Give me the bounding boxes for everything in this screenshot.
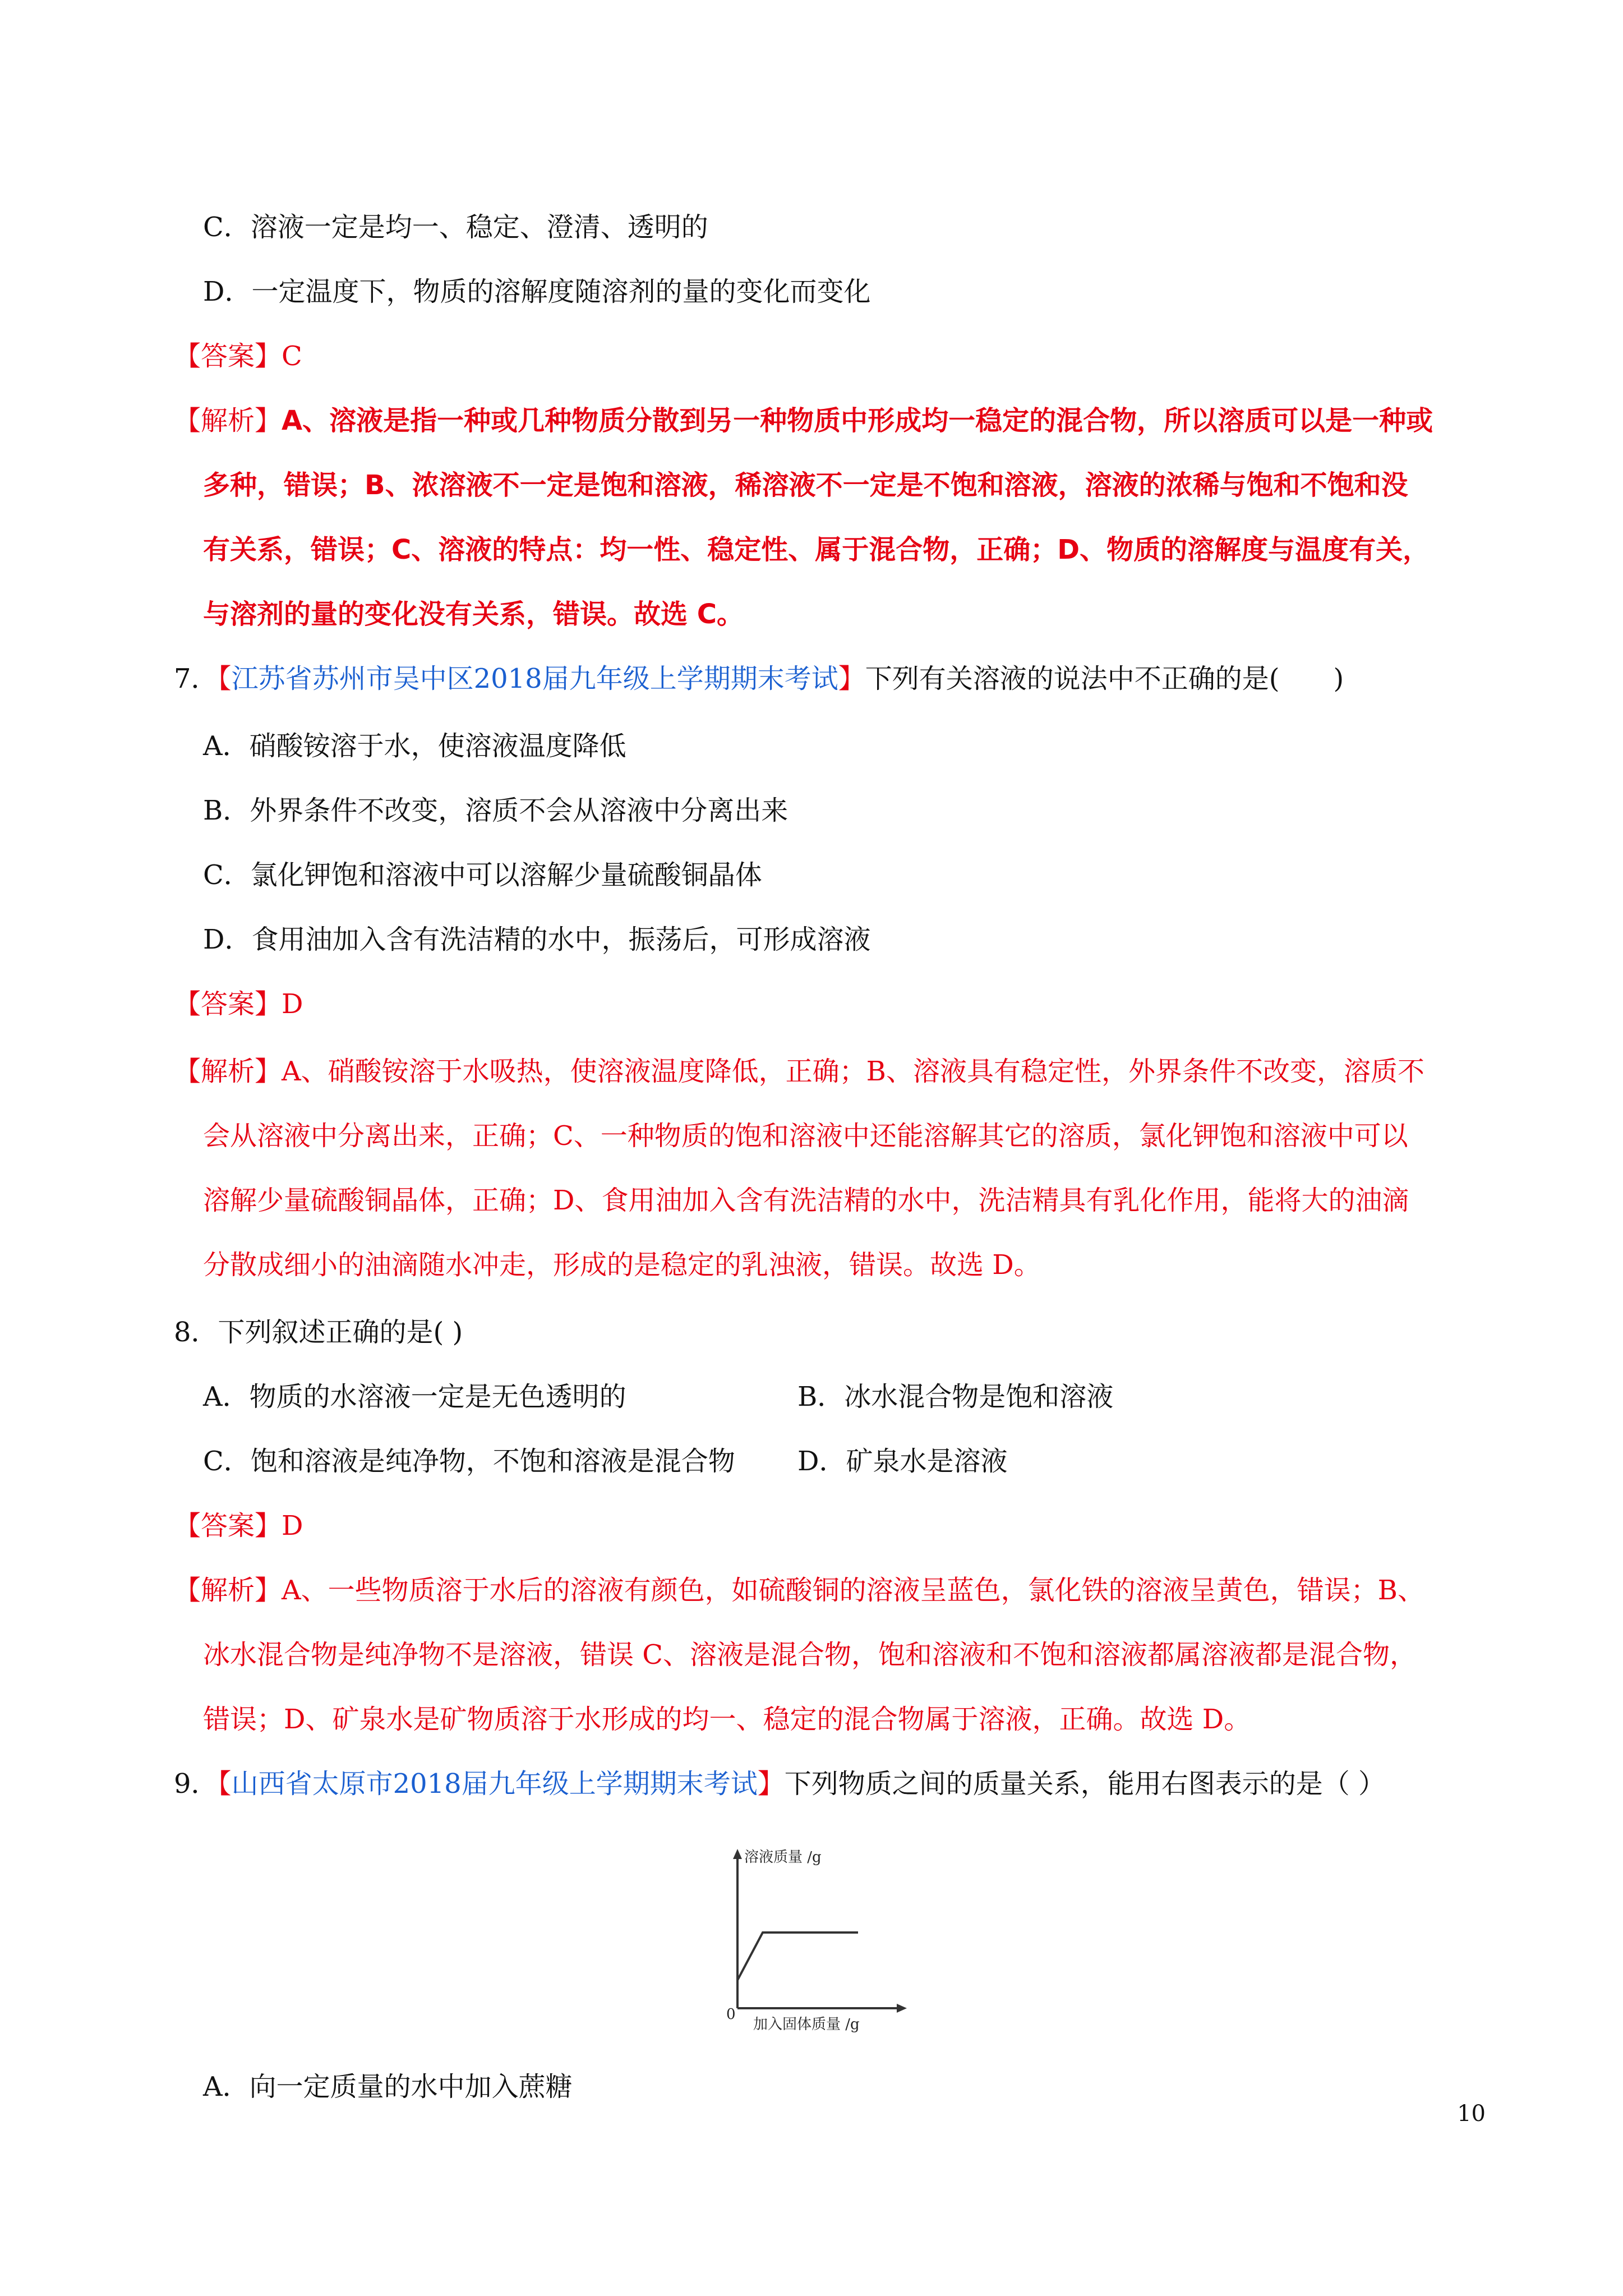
q6-analysis-line-3: 有关系，错误；C、溶液的特点：均一性、稳定性、属于混合物，正确；D、物质的溶解度与温度有关， xyxy=(203,534,1430,565)
analysis-tag: 【解析】 xyxy=(174,405,282,436)
graph-y-label: 溶液质量 /g xyxy=(744,1849,822,1866)
q7-analysis-line-1 xyxy=(174,1055,1424,1088)
answer-value: D xyxy=(282,1510,303,1542)
question-number: 8． xyxy=(174,1317,218,1348)
analysis-tag: 【解析】 xyxy=(174,1575,282,1606)
question-source: 山西省太原市2018届九年级上学期期末考试 xyxy=(231,1768,758,1800)
q8-option-a: A．物质的水溶液一定是无色透明的 xyxy=(203,1381,626,1412)
q7-analysis-line-2: 会从溶液中分离出来，正确；C、一种物质的饱和溶液中还能溶解其它的溶质，氯化钾饱和溶液中可以 xyxy=(203,1120,1408,1152)
answer-value: C xyxy=(282,341,302,372)
q7-analysis-line-3: 溶解少量硫酸铜晶体，正确；D、食用油加入含有洗洁精的水中，洗洁精具有乳化作用，能将大的油滴 xyxy=(203,1185,1409,1216)
q6-analysis-line-1 xyxy=(174,404,1433,438)
graph-axes xyxy=(721,1846,911,2031)
q8-analysis-line-1 xyxy=(174,1573,1424,1607)
q7-answer xyxy=(174,987,303,1021)
source-bracket-close: 】 xyxy=(838,663,865,694)
source-bracket-open: 【 xyxy=(218,663,232,694)
x-axis-arrow-icon xyxy=(897,2004,907,2013)
y-axis-arrow-icon xyxy=(733,1849,742,1859)
mass-curve xyxy=(737,1932,858,1980)
answer-tag: 【答案】 xyxy=(174,988,282,1020)
page-number: 10 xyxy=(1457,2101,1486,2127)
question-text: 下列有关溶液的说法中不正确的是( ) xyxy=(865,663,1344,694)
q9-graph-figure xyxy=(721,1846,911,2031)
analysis-text: A、一些物质溶于水后的溶液有颜色，如硫酸铜的溶液呈蓝色，氯化铁的溶液呈黄色，错误；B、 xyxy=(282,1575,1424,1606)
q7-analysis-line-4: 分散成细小的油滴随水冲走，形成的是稳定的乳浊液，错误。故选 D。 xyxy=(203,1249,1041,1281)
question-text: 下列叙述正确的是( ) xyxy=(218,1317,463,1348)
q6-option-d: D．一定温度下，物质的溶解度随溶剂的量的变化而变化 xyxy=(203,276,871,307)
q7-option-b: B．外界条件不改变，溶质不会从溶液中分离出来 xyxy=(203,795,789,826)
q6-option-c: C．溶液一定是均一、稳定、澄清、透明的 xyxy=(203,211,708,243)
q6-answer xyxy=(174,339,302,373)
q8-stem xyxy=(174,1315,463,1349)
graph-x-label: 加入固体质量 /g xyxy=(753,2016,860,2033)
question-source: 江苏省苏州市吴中区2018届九年级上学期期末考试 xyxy=(231,663,838,694)
question-number: 7． xyxy=(174,663,218,694)
q8-answer xyxy=(174,1509,303,1543)
analysis-tag: 【解析】 xyxy=(174,1056,282,1087)
q6-analysis-line-4: 与溶剂的量的变化没有关系，错误。故选 C。 xyxy=(203,599,744,630)
question-text: 下列物质之间的质量关系，能用右图表示的是（ ） xyxy=(784,1768,1386,1800)
answer-tag: 【答案】 xyxy=(174,1510,282,1542)
q7-stem xyxy=(174,662,1344,696)
q8-options-row-1 xyxy=(203,1380,1114,1414)
q8-analysis-line-2: 冰水混合物是纯净物不是溶液，错误 C、溶液是混合物，饱和溶液和不饱和溶液都属溶液都是混合物， xyxy=(203,1639,1417,1671)
q9-stem xyxy=(174,1767,1385,1801)
q8-options-row-2 xyxy=(203,1444,1008,1478)
q7-option-d: D．食用油加入含有洗洁精的水中，振荡后，可形成溶液 xyxy=(203,924,871,955)
q9-option-a: A．向一定质量的水中加入蔗糖 xyxy=(203,2071,573,2102)
q8-option-b: B．冰水混合物是饱和溶液 xyxy=(797,1381,1114,1412)
source-bracket-close: 】 xyxy=(757,1768,785,1800)
graph-origin-label: 0 xyxy=(726,2006,736,2023)
q7-option-c: C．氯化钾饱和溶液中可以溶解少量硫酸铜晶体 xyxy=(203,859,762,891)
q8-analysis-line-3: 错误；D、矿泉水是矿物质溶于水形成的均一、稳定的混合物属于溶液，正确。故选 D。 xyxy=(203,1704,1251,1735)
q8-option-d: D．矿泉水是溶液 xyxy=(797,1446,1008,1477)
answer-value: D xyxy=(282,988,303,1020)
answer-tag: 【答案】 xyxy=(174,341,282,372)
analysis-text: A、溶液是指一种或几种物质分散到另一种物质中形成均一稳定的混合物，所以溶质可以是一种或 xyxy=(282,405,1433,436)
q6-analysis-line-2: 多种，错误；B、浓溶液不一定是饱和溶液，稀溶液不一定是不饱和溶液，溶液的浓稀与饱和不饱和没 xyxy=(203,470,1408,501)
q7-option-a: A．硝酸铵溶于水，使溶液温度降低 xyxy=(203,730,626,762)
source-bracket-open: 【 xyxy=(218,1768,232,1800)
analysis-text: A、硝酸铵溶于水吸热，使溶液温度降低，正确；B、溶液具有稳定性，外界条件不改变，溶质不 xyxy=(282,1056,1424,1087)
q8-option-c: C．饱和溶液是纯净物，不饱和溶液是混合物 xyxy=(203,1446,735,1477)
question-number: 9． xyxy=(174,1768,218,1800)
